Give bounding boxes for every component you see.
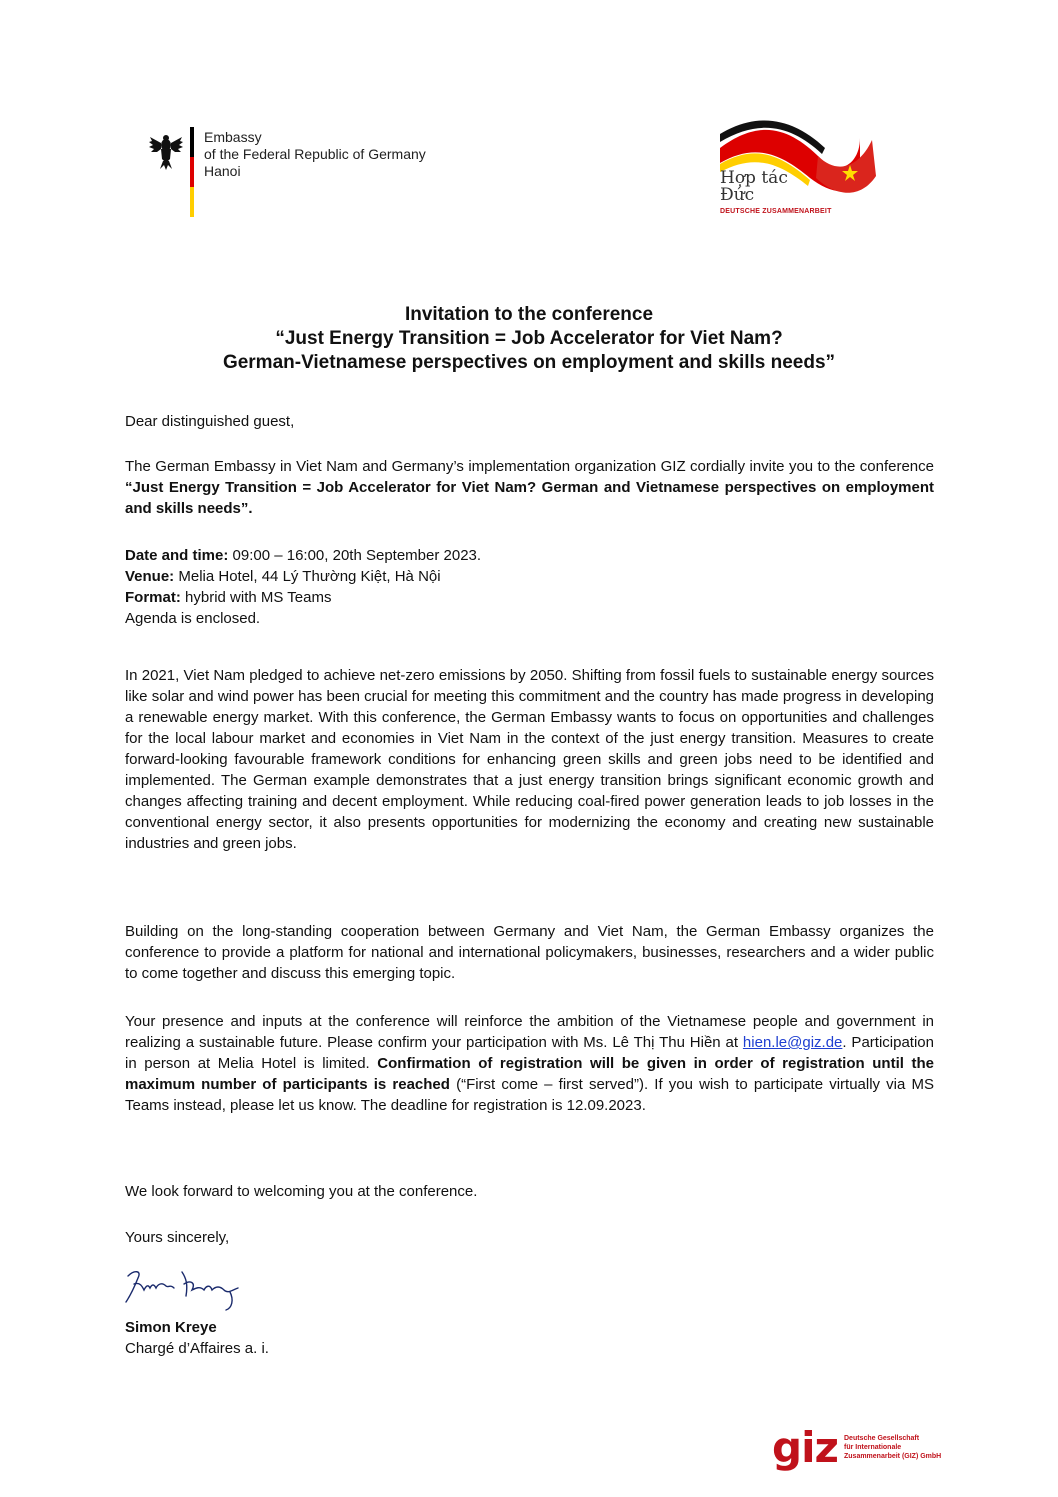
registration-text-3: (“First come – first served”). If you wish to participate virtually via MS Teams instead, please let us know. The deadline for registration is 12.09.2023. [125, 1076, 934, 1114]
date-value: 09:00 – 16:00, 20th September 2023. [228, 547, 482, 564]
deutsche-zusammenarbeit-label: DEUTSCHE ZUSAMMENARBEIT [720, 208, 832, 215]
embassy-line-1: Embassy [204, 129, 262, 145]
closing-line: We look forward to welcoming you at the conference. [125, 1183, 478, 1200]
title-line-3: German-Vietnamese perspectives on employment and skills needs” [222, 352, 836, 373]
venue-label: Venue: [125, 568, 175, 585]
date-label: Date and time: [125, 547, 229, 564]
hop-tac-duc-title [720, 170, 788, 204]
format-label: Format: [125, 589, 181, 606]
format-value: hybrid with MS Teams [180, 589, 332, 606]
registration-notice: Confirmation of registration will be given in order of registration until the maximum number of participants is reached [125, 1055, 934, 1093]
signer-block [125, 1317, 269, 1359]
title-line-2: “Just Energy Transition = Job Accelerator for Viet Nam? [275, 328, 783, 349]
embassy-line-2: of the Federal Republic of Germany [204, 146, 426, 162]
registration-text-2: . Participation in person at Melia Hotel is limited. [125, 1034, 934, 1072]
federal-eagle-icon [148, 131, 184, 171]
paragraph-cooperation: Building on the long-standing cooperation between Germany and Viet Nam, the German Embassy organizes the conference to provide a platform for national and international policymakers, businesses, researchers and a wider public to come together and discuss this emerging topic. [125, 923, 934, 982]
embassy-name [204, 129, 426, 180]
duc-line: Đức [720, 185, 755, 205]
signer-name: Simon Kreye [125, 1319, 217, 1336]
paragraph-context: In 2021, Viet Nam pledged to achieve net-zero emissions by 2050. Shifting from fossil fuels to sustainable energy sources like solar and wind power has been crucial for meeting this commitment and the country has made progress in developing a renewable energy market. With this conference, the German Embassy wants to focus on opportunities and challenges for the local labour market and economies in Viet Nam in the context of the just energy transition. Measures to create forward-looking favourable framework conditions for enhancing green skills and green jobs need to be identified and implemented. The German example demonstrates that a just energy transition brings significant economic growth and changes affecting training and decent employment. While reducing coal-fired power generation leads to job losses in the conventional energy sector, it also presents opportunities for modernizing the economy and creating new sustainable industries and green jobs. [125, 667, 934, 852]
giz-full-name [844, 1434, 954, 1461]
registration-text-1: Your presence and inputs at the conference will reinforce the ambition of the Vietnamese people and government in realizing a sustainable future. Please confirm your participation with Ms. Lê Thị Thu Hiền at [125, 1013, 934, 1051]
intro-text: The German Embassy in Viet Nam and Germany’s implementation organization GIZ cordially invite you to the conference [125, 458, 934, 475]
german-flag-bar [190, 127, 194, 217]
intro-paragraph [125, 456, 934, 519]
paragraph-registration [125, 1011, 934, 1116]
intro-period: . [248, 500, 253, 517]
event-details [125, 545, 934, 629]
title-line-1: Invitation to the conference [404, 304, 654, 325]
greeting: Dear distinguished guest, [125, 413, 295, 430]
giz-line-3: Zusammenarbeit (GIZ) GmbH [844, 1453, 942, 1460]
contact-email-link[interactable]: hien.le@giz.de [742, 1034, 843, 1051]
giz-line-2: für Internationale [844, 1444, 902, 1451]
giz-line-1: Deutsche Gesellschaft [844, 1435, 920, 1442]
embassy-line-3: Hanoi [204, 163, 241, 179]
signer-title: Chargé d’Affaires a. i. [125, 1340, 269, 1357]
giz-logo [772, 1423, 972, 1478]
conference-name: “Just Energy Transition = Job Accelerator for Viet Nam? German and Vietnamese perspectives on employment and skills needs” [125, 479, 934, 517]
agenda-note: Agenda is enclosed. [125, 610, 261, 627]
giz-wordmark: giz [772, 1423, 838, 1472]
handwritten-signature [120, 1262, 260, 1312]
invitation-title [100, 303, 958, 375]
hop-tac-duc-logo [710, 118, 890, 233]
hop-tac-line: Hợp tác [720, 168, 788, 188]
embassy-logo [148, 127, 448, 222]
valediction: Yours sincerely, [125, 1229, 230, 1246]
venue-value: Melia Hotel, 44 Lý Thường Kiệt, Hà Nội [174, 568, 441, 585]
